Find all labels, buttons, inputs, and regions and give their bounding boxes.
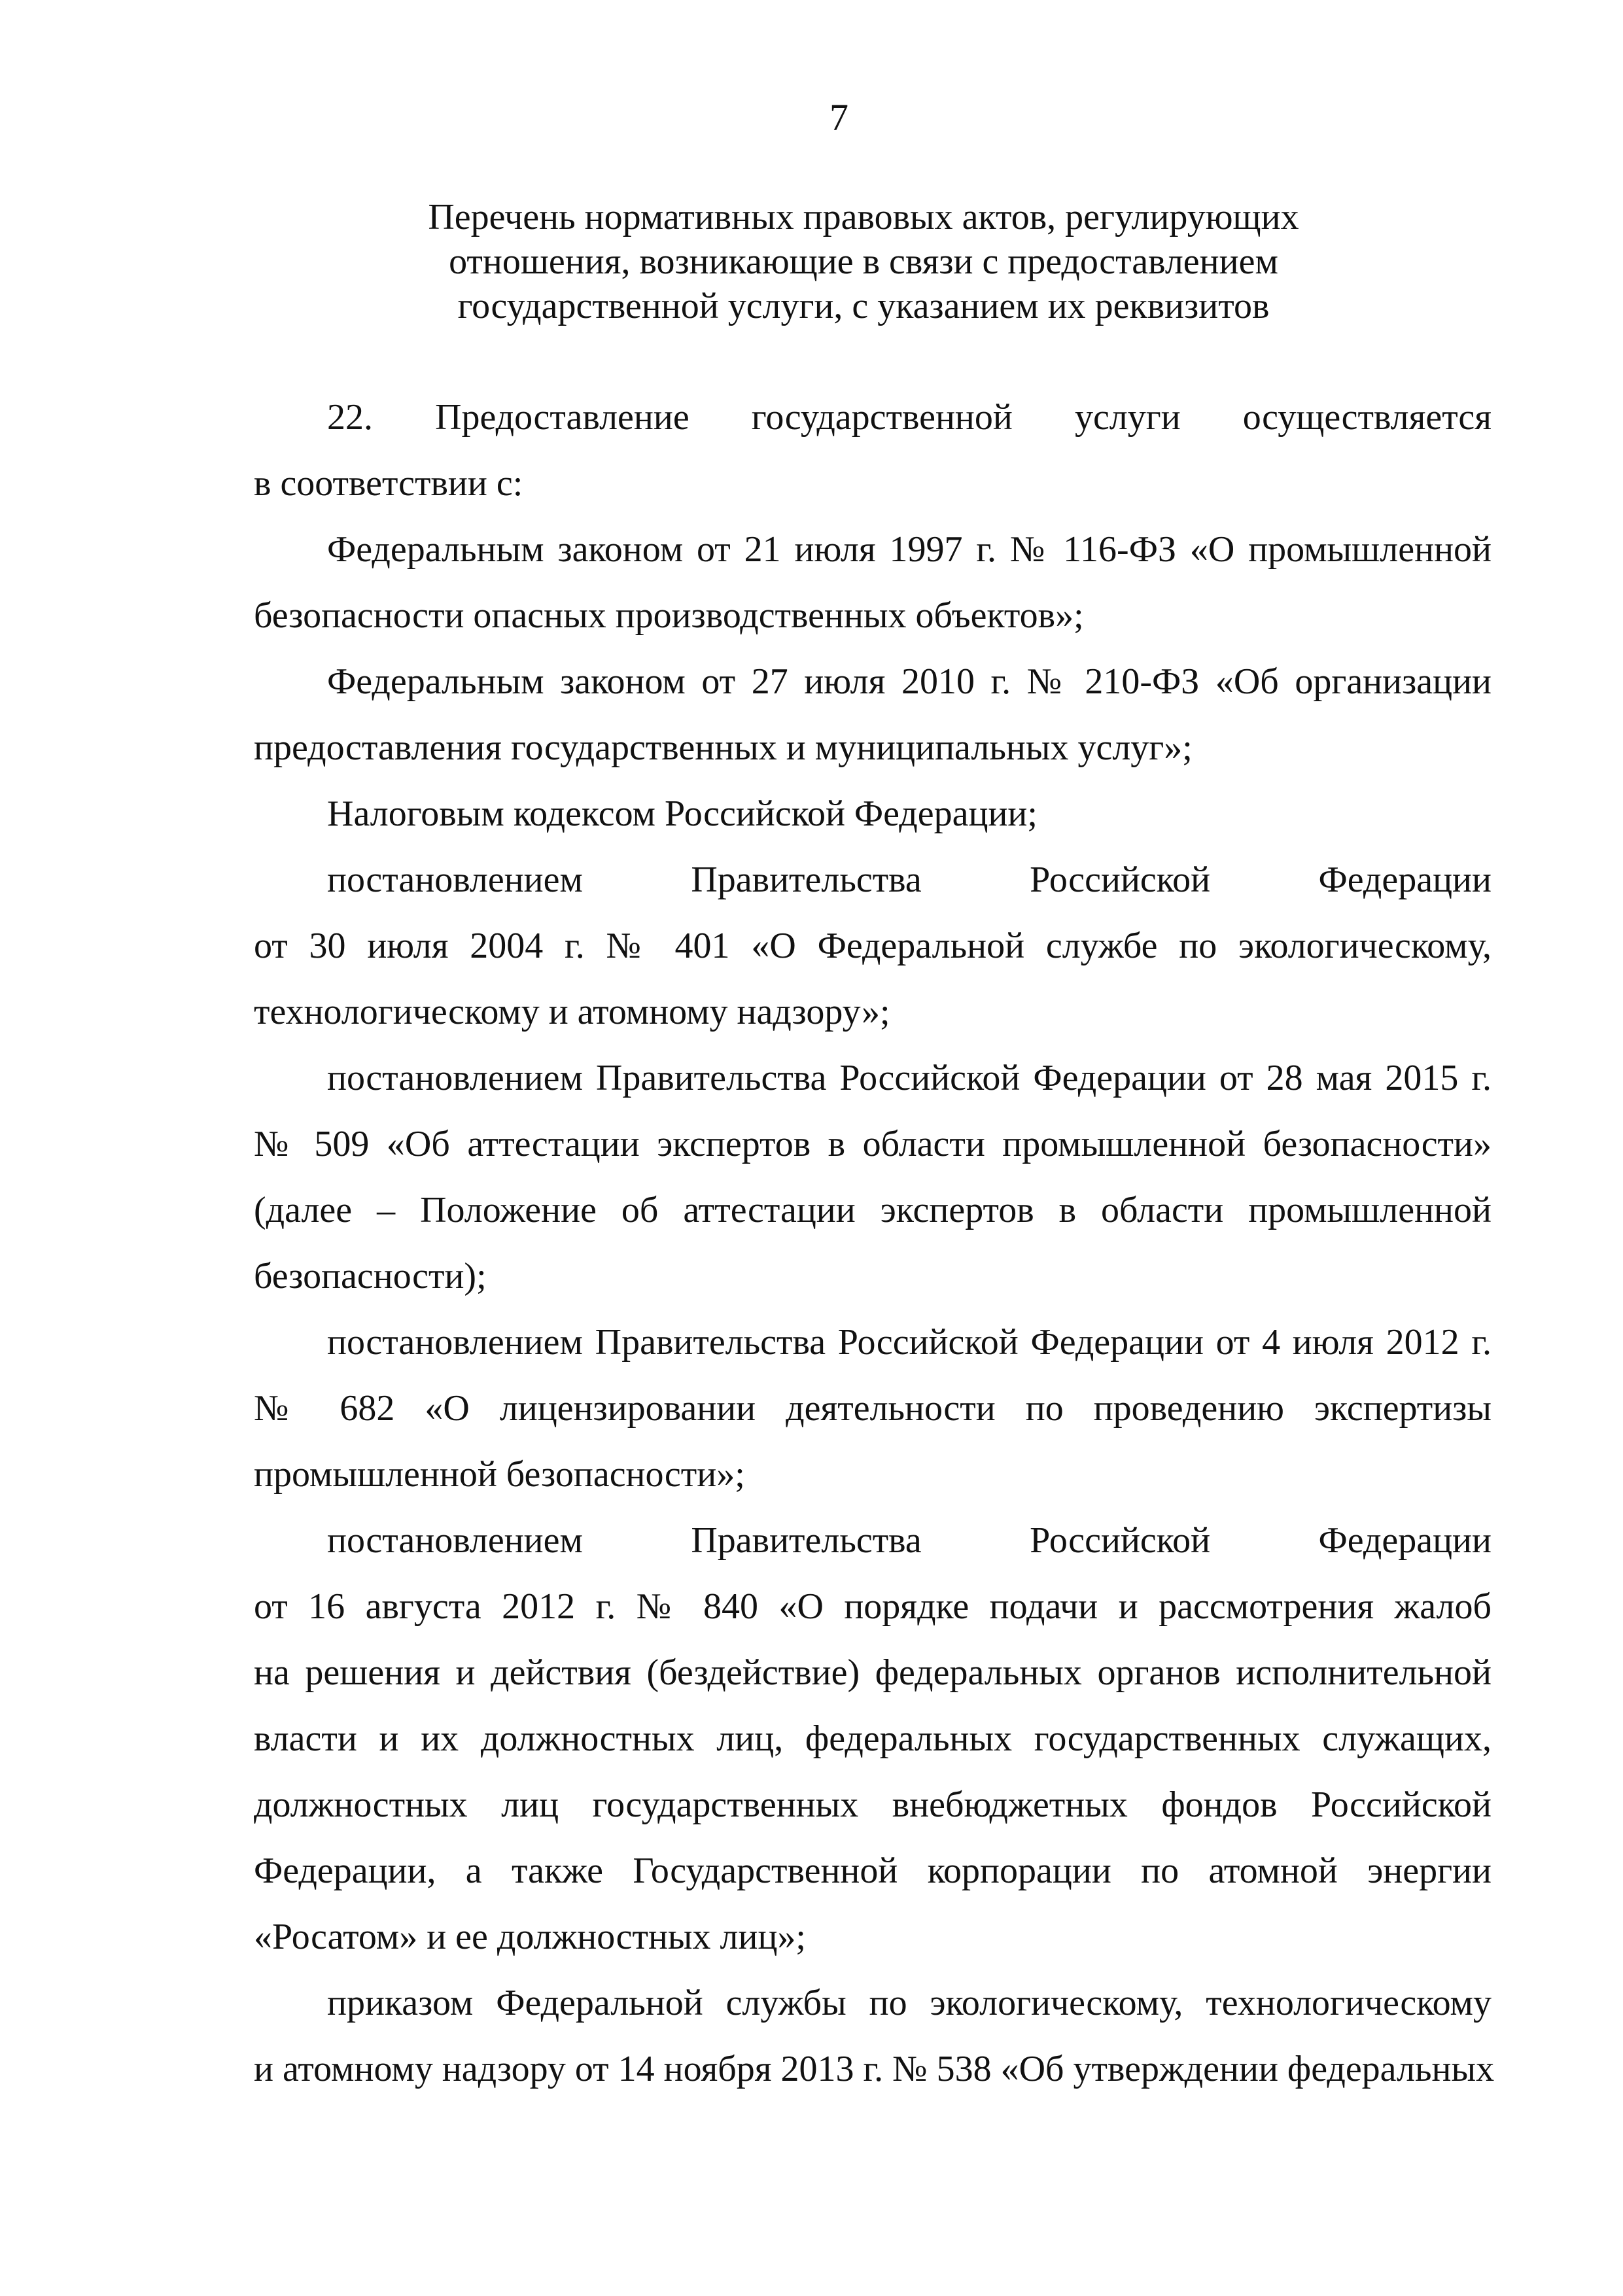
text-line: постановлением Правительства Российской Федерации	[327, 860, 1492, 900]
paragraph-law-210	[181, 649, 1492, 781]
text-line: и атомному надзору от 14 ноября 2013 г. № 538 «Об утверждении федеральных	[254, 2049, 1495, 2089]
text-line: технологическому и атомному надзору»;	[254, 992, 890, 1032]
text-line: предоставления государственных и муниципальных услуг»;	[254, 727, 1193, 768]
text-line: «Росатом» и ее должностных лиц»;	[254, 1917, 806, 1957]
text-line: Федерации, а также Государственной корпорации по атомной энергии	[254, 1851, 1492, 1891]
text-line: Налоговым кодексом Российской Федерации;	[327, 793, 1038, 834]
body-text	[181, 385, 1495, 2102]
text-line: № 682 «О лицензировании деятельности по проведению экспертизы	[254, 1388, 1492, 1429]
text-line: постановлением Правительства Российской Федерации от 28 мая 2015 г.	[327, 1058, 1492, 1098]
paragraph-decree-840	[181, 1508, 1492, 1970]
text-line: должностных лиц государственных внебюджетных фондов Российской	[254, 1784, 1492, 1825]
paragraph-tax-code	[181, 781, 1492, 847]
paragraph-decree-401	[181, 847, 1492, 1045]
text-line: безопасности);	[254, 1256, 487, 1296]
text-line: приказом Федеральной службы по экологическому, технологическому	[327, 1983, 1492, 2023]
text-line: власти и их должностных лиц, федеральных государственных служащих,	[254, 1718, 1492, 1759]
page-number: 7	[829, 96, 848, 139]
section-heading	[366, 195, 1361, 328]
paragraph-intro	[181, 385, 1492, 517]
text-line: от 16 августа 2012 г. № 840 «О порядке подачи и рассмотрения жалоб	[254, 1586, 1492, 1627]
text-line: постановлением Правительства Российской Федерации от 4 июля 2012 г.	[327, 1322, 1492, 1363]
text-line: постановлением Правительства Российской Федерации	[327, 1520, 1492, 1561]
paragraph-decree-682	[181, 1310, 1492, 1508]
heading-line: Перечень нормативных правовых актов, регулирующих	[428, 197, 1299, 237]
text-line: № 509 «Об аттестации экспертов в области промышленной безопасности»	[254, 1124, 1492, 1164]
heading-line: отношения, возникающие в связи с предоставлением	[449, 241, 1278, 282]
text-line: в соответствии с:	[254, 463, 523, 504]
text-line: 22. Предоставление государственной услуги осуществляется	[327, 397, 1492, 438]
text-line: промышленной безопасности»;	[254, 1454, 745, 1495]
text-line: на решения и действия (бездействие) федеральных органов исполнительной	[254, 1652, 1492, 1693]
text-line: от 30 июля 2004 г. № 401 «О Федеральной службе по экологическому,	[254, 926, 1492, 966]
heading-line: государственной услуги, с указанием их реквизитов	[457, 286, 1270, 326]
text-line: безопасности опасных производственных объектов»;	[254, 595, 1084, 636]
paragraph-law-116	[181, 517, 1492, 649]
paragraph-decree-509	[181, 1045, 1492, 1310]
paragraph-order-538	[181, 1970, 1495, 2102]
text-line: Федеральным законом от 21 июля 1997 г. № 116-ФЗ «О промышленной	[327, 529, 1492, 570]
text-line: (далее – Положение об аттестации экспертов в области промышленной	[254, 1190, 1492, 1230]
text-line: Федеральным законом от 27 июля 2010 г. № 210-ФЗ «Об организации	[327, 661, 1492, 702]
